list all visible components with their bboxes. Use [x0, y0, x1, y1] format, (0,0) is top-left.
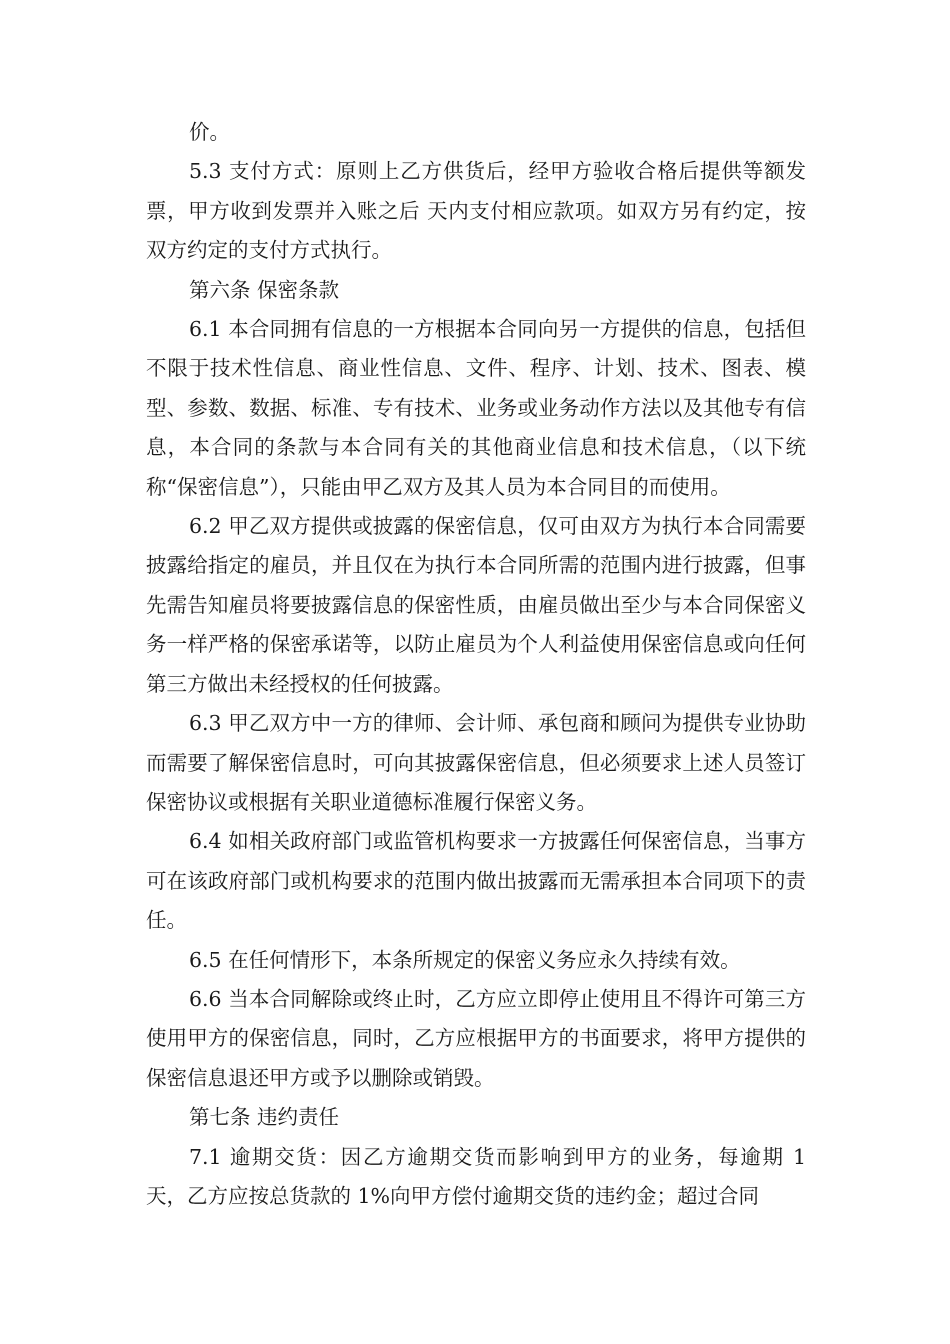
document-page: [146, 113, 806, 1216]
heading-article-7: 第七条 违约责任: [189, 1105, 340, 1130]
heading-article-6: 第六条 保密条款: [189, 277, 340, 302]
paragraph-6-6: 6.6 当本合同解除或终止时，乙方应立即停止使用且不得许可第三方使用甲方的保密信息，同时，乙方应根据甲方的书面要求，将甲方提供的保密信息退还甲方或予以删除或销毁。: [146, 986, 806, 1090]
paragraph-continuation: 价。: [189, 120, 230, 144]
paragraph-6-4: 6.4 如相关政府部门或监管机构要求一方披露任何保密信息，当事方可在该政府部门或机构要求的范围内做出披露而无需承担本合同项下的责任。: [146, 829, 806, 933]
paragraph-6-5: 6.5 在任何情形下，本条所规定的保密义务应永久持续有效。: [189, 947, 741, 972]
paragraph-6-3: 6.3 甲乙双方中一方的律师、会计师、承包商和顾问为提供专业协助而需要了解保密信息时，可向其披露保密信息，但必须要求上述人员签订保密协议或根据有关职业道德标准履行保密义务。: [146, 711, 806, 814]
paragraph-5-3: 5.3 支付方式：原则上乙方供货后，经甲方验收合格后提供等额发票，甲方收到发票并入账之后 天内支付相应款项。如双方另有约定，按双方约定的支付方式执行。: [146, 159, 806, 263]
paragraph-6-2: 6.2 甲乙双方提供或披露的保密信息，仅可由双方为执行本合同需要披露给指定的雇员，并且仅在为执行本合同所需的范围内进行披露，但事先需告知雇员将要披露信息的保密性质，由雇员做出至少与本合同保密义务一样严格的保密承诺等，以防止雇员为个人利益使用保密信息或向任何第三方做出未经授权的任何披露。: [146, 514, 806, 696]
paragraph-6-1: 6.1 本合同拥有信息的一方根据本合同向另一方提供的信息，包括但不限于技术性信息、商业性信息、文件、程序、计划、技术、图表、模型、参数、数据、标准、专有技术、业务或业务动作方法以及其他专有信息，本合同的条款与本合同有关的其他商业信息和技术信息，（以下统称“保密信息”），只能由甲乙双方及其人员为本合同目的而使用。: [146, 317, 806, 499]
paragraph-7-1: 7.1 逾期交货：因乙方逾期交货而影响到甲方的业务，每逾期 1 天，乙方应按总货款的 1%向甲方偿付逾期交货的违约金；超过合同: [146, 1144, 806, 1208]
